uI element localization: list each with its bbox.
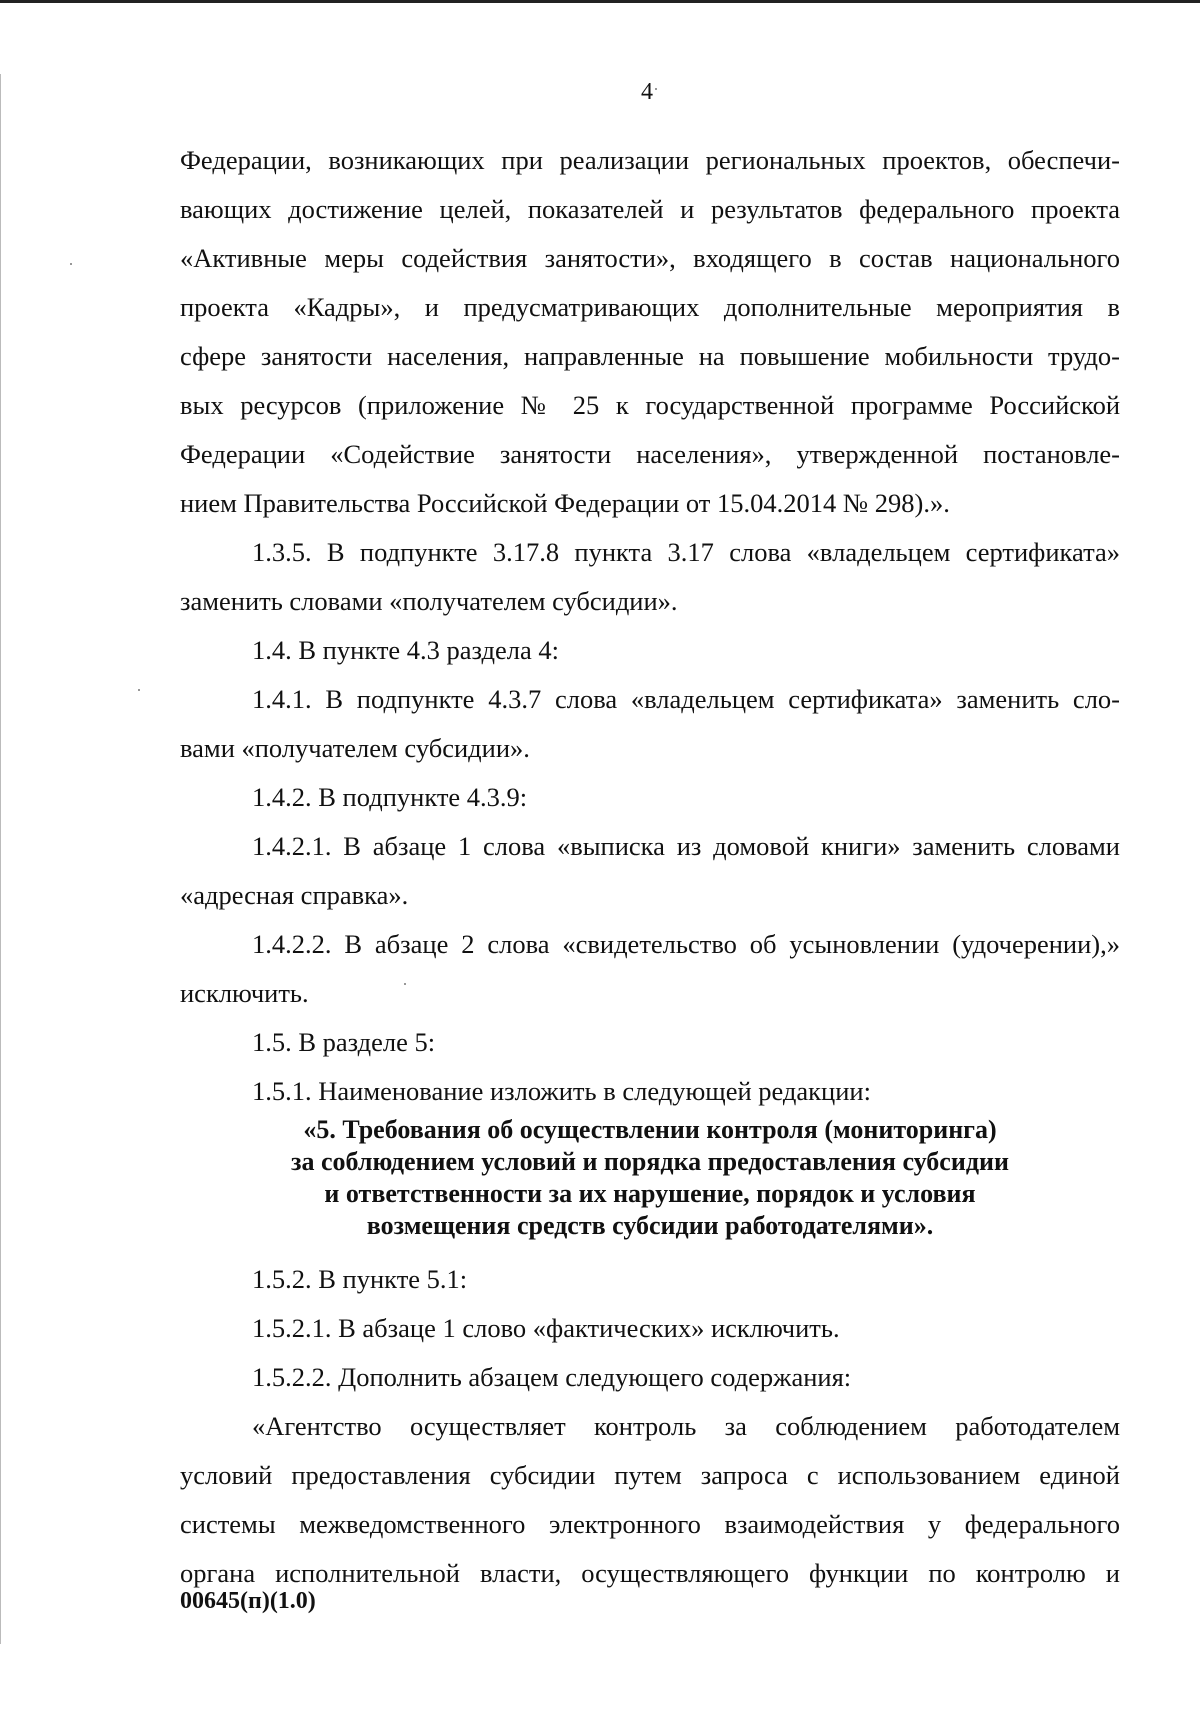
body-text-block-1 — [180, 136, 1120, 1116]
text-line: «Агентство осуществляет контроль за соблюдением работодателем — [252, 1411, 1120, 1441]
text-line: органа исполнительной власти, осуществляющего функции по контролю и — [180, 1558, 1120, 1588]
heading-line: и ответственности за их нарушение, порядок и условия — [324, 1179, 976, 1208]
text-line: 1.5. В разделе 5: — [252, 1027, 436, 1057]
text-line: вающих достижение целей, показателей и результатов федерального проекта — [180, 194, 1120, 224]
text-line: 1.5.1. Наименование изложить в следующей редакции: — [252, 1076, 871, 1106]
text-line: вых ресурсов (приложение № 25 к государственной программе Российской — [180, 390, 1120, 420]
text-line: 1.4.2.2. В абзаце 2 слова «свидетельство об усыновлении (удочерении),» — [252, 929, 1120, 959]
text-line: системы межведомственного электронного взаимодействия у федерального — [180, 1509, 1120, 1539]
heading-line: возмещения средств субсидии работодателями». — [366, 1211, 934, 1240]
text-line: 1.4.1. В подпункте 4.3.7 слова «владельцем сертификата» заменить сло- — [252, 684, 1120, 714]
heading-line: за соблюдением условий и порядка предоставления субсидии — [291, 1147, 1009, 1176]
text-line: 1.5.2. В пункте 5.1: — [252, 1264, 468, 1294]
body-text-block-2 — [180, 1255, 1120, 1598]
text-line: 1.4. В пункте 4.3 раздела 4: — [252, 635, 560, 665]
scan-speck — [404, 983, 406, 985]
text-line: 1.4.2. В подпункте 4.3.9: — [252, 782, 528, 812]
text-line: Федерации, возникающих при реализации региональных проектов, обеспечи- — [180, 145, 1120, 175]
scan-speck — [70, 263, 72, 265]
text-line: исключить. — [180, 978, 309, 1008]
left-edge-rule — [0, 74, 1, 1644]
text-line: 1.5.2.1. В абзаце 1 слово «фактических» исключить. — [252, 1313, 840, 1343]
text-line: сфере занятости населения, направленные на повышение мобильности трудо- — [180, 341, 1120, 371]
section-heading — [180, 1114, 1120, 1242]
document-code: 00645(п)(1.0) — [180, 1588, 316, 1614]
text-line: проекта «Кадры», и предусматривающих дополнительные мероприятия в — [180, 292, 1120, 322]
text-line: Федерации «Содействие занятости населения», утвержденной постановле- — [180, 439, 1120, 469]
scan-speck — [138, 689, 140, 691]
text-line: «Активные меры содействия занятости», входящего в состав национального — [180, 243, 1120, 273]
page-number: 4 — [641, 79, 653, 105]
heading-line: «5. Требования об осуществлении контроля (мониторинга) — [303, 1115, 997, 1144]
text-line: нием Правительства Российской Федерации от 15.04.2014 № 298).». — [180, 488, 950, 518]
text-line: вами «получателем субсидии». — [180, 733, 530, 763]
top-edge-rule — [0, 0, 1200, 3]
text-line: 1.5.2.2. Дополнить абзацем следующего содержания: — [252, 1362, 852, 1392]
scan-speck — [655, 88, 657, 90]
text-line: заменить словами «получателем субсидии». — [180, 586, 678, 616]
text-line: условий предоставления субсидии путем запроса с использованием единой — [180, 1460, 1120, 1490]
text-line: «адресная справка». — [180, 880, 409, 910]
text-line: 1.3.5. В подпункте 3.17.8 пункта 3.17 слова «владельцем сертификата» — [252, 537, 1120, 567]
text-line: 1.4.2.1. В абзаце 1 слова «выписка из домовой книги» заменить словами — [252, 831, 1120, 861]
